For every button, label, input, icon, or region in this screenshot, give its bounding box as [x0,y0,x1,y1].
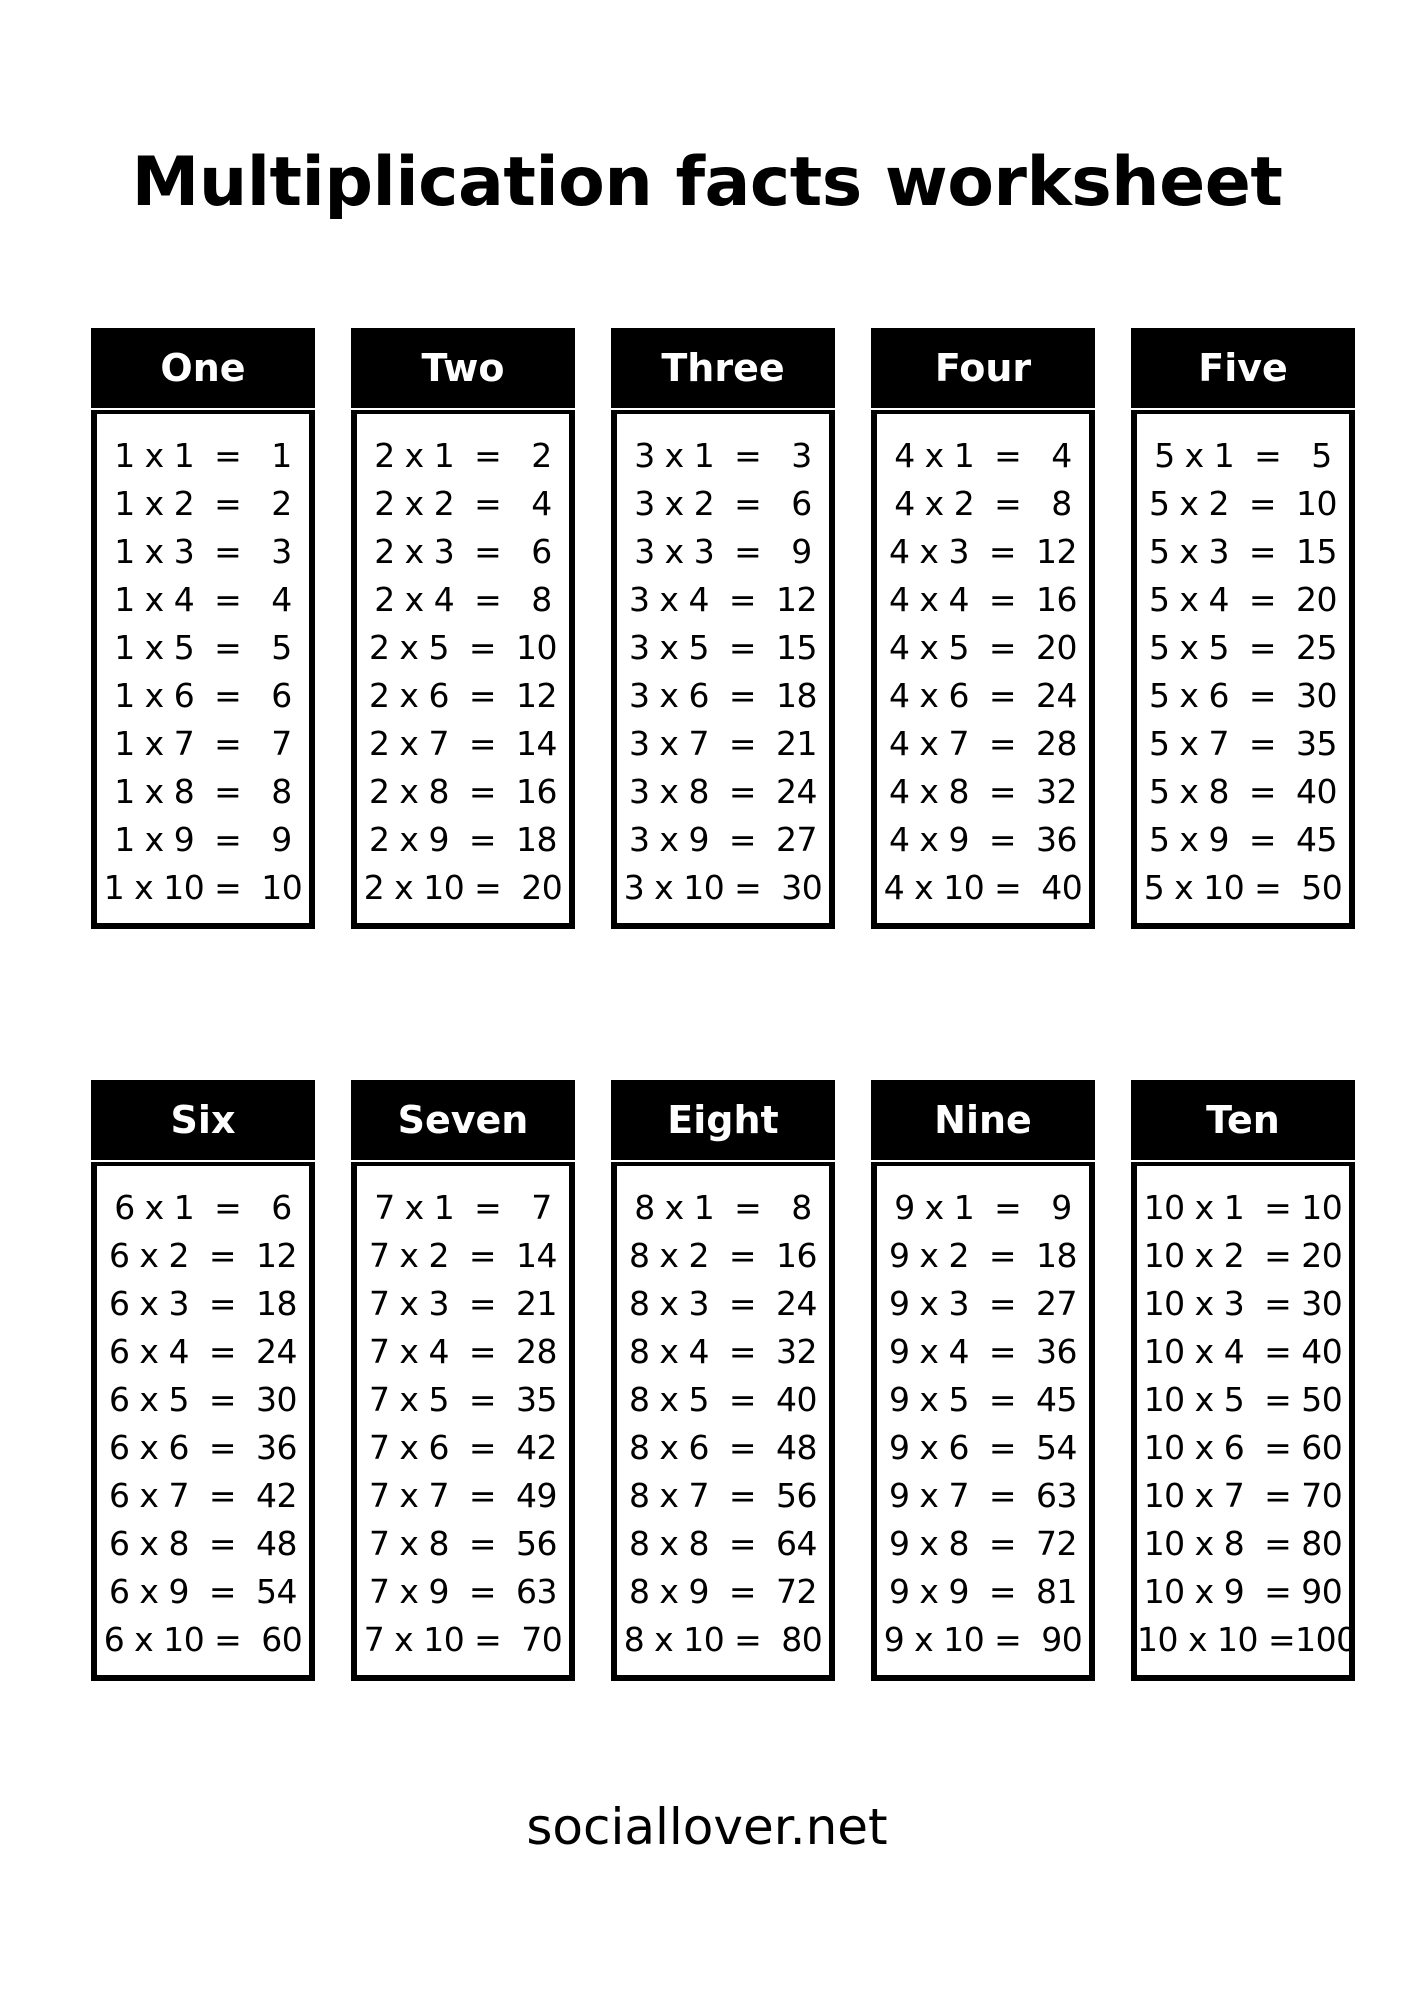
table-header: Ten [1131,1080,1355,1162]
table-body [611,1162,835,1681]
times-table-one [91,328,315,929]
fact-row: 1 x 6 = 6 [114,676,292,715]
fact-row: 1 x 10 = 10 [103,868,303,907]
fact-row: 9 x 10 = 90 [883,1620,1083,1659]
fact-row: 8 x 3 = 24 [628,1284,818,1323]
fact-row: 4 x 9 = 36 [888,820,1078,859]
times-table-ten [1131,1080,1355,1681]
fact-row: 3 x 7 = 21 [628,724,818,763]
fact-row: 8 x 8 = 64 [628,1524,818,1563]
fact-row: 8 x 10 = 80 [623,1620,823,1659]
fact-row: 3 x 3 = 9 [634,532,812,571]
fact-row: 1 x 8 = 8 [114,772,292,811]
fact-row: 1 x 5 = 5 [114,628,292,667]
fact-row: 9 x 7 = 63 [888,1476,1078,1515]
fact-row: 5 x 8 = 40 [1148,772,1338,811]
table-header: Seven [351,1080,575,1162]
fact-row: 6 x 6 = 36 [108,1428,298,1467]
fact-row: 10 x 2 = 20 [1143,1236,1343,1275]
fact-row: 5 x 9 = 45 [1148,820,1338,859]
fact-row: 7 x 2 = 14 [368,1236,558,1275]
fact-row: 7 x 4 = 28 [368,1332,558,1371]
fact-row: 2 x 1 = 2 [374,436,552,475]
fact-row: 10 x 1 = 10 [1143,1188,1343,1227]
times-table-four [871,328,1095,929]
fact-row: 5 x 4 = 20 [1148,580,1338,619]
fact-row: 8 x 9 = 72 [628,1572,818,1611]
fact-row: 7 x 10 = 70 [363,1620,563,1659]
fact-row: 5 x 6 = 30 [1148,676,1338,715]
fact-row: 6 x 10 = 60 [103,1620,303,1659]
fact-row: 6 x 8 = 48 [108,1524,298,1563]
table-header: Three [611,328,835,410]
fact-row: 9 x 3 = 27 [888,1284,1078,1323]
fact-row: 10 x 7 = 70 [1143,1476,1343,1515]
fact-row: 2 x 8 = 16 [368,772,558,811]
fact-row: 6 x 9 = 54 [108,1572,298,1611]
fact-row: 2 x 2 = 4 [374,484,552,523]
fact-row: 1 x 2 = 2 [114,484,292,523]
fact-row: 8 x 1 = 8 [634,1188,812,1227]
table-header: Two [351,328,575,410]
fact-row: 10 x 8 = 80 [1143,1524,1343,1563]
fact-row: 3 x 6 = 18 [628,676,818,715]
fact-row: 4 x 4 = 16 [888,580,1078,619]
fact-row: 6 x 3 = 18 [108,1284,298,1323]
table-body [351,1162,575,1681]
fact-row: 9 x 5 = 45 [888,1380,1078,1419]
fact-row: 7 x 5 = 35 [368,1380,558,1419]
fact-row: 4 x 8 = 32 [888,772,1078,811]
fact-row: 10 x 10 =100 [1137,1620,1357,1659]
fact-row: 5 x 3 = 15 [1148,532,1338,571]
table-body [611,410,835,929]
fact-row: 4 x 1 = 4 [894,436,1072,475]
table-header: One [91,328,315,410]
fact-row: 10 x 4 = 40 [1143,1332,1343,1371]
fact-row: 7 x 3 = 21 [368,1284,558,1323]
fact-row: 1 x 9 = 9 [114,820,292,859]
times-table-three [611,328,835,929]
fact-row: 9 x 2 = 18 [888,1236,1078,1275]
fact-row: 4 x 7 = 28 [888,724,1078,763]
fact-row: 1 x 1 = 1 [114,436,292,475]
fact-row: 2 x 10 = 20 [363,868,563,907]
fact-row: 8 x 6 = 48 [628,1428,818,1467]
times-table-nine [871,1080,1095,1681]
table-body [871,410,1095,929]
times-table-five [1131,328,1355,929]
fact-row: 3 x 5 = 15 [628,628,818,667]
table-header: Eight [611,1080,835,1162]
fact-row: 2 x 4 = 8 [374,580,552,619]
footer-site-name: sociallover.net [526,1798,888,1856]
fact-row: 6 x 4 = 24 [108,1332,298,1371]
fact-row: 1 x 4 = 4 [114,580,292,619]
table-header: Nine [871,1080,1095,1162]
table-header: Six [91,1080,315,1162]
fact-row: 7 x 6 = 42 [368,1428,558,1467]
fact-row: 1 x 7 = 7 [114,724,292,763]
table-body [91,1162,315,1681]
times-table-eight [611,1080,835,1681]
fact-row: 5 x 5 = 25 [1148,628,1338,667]
fact-row: 5 x 10 = 50 [1143,868,1343,907]
times-table-two [351,328,575,929]
fact-row: 8 x 7 = 56 [628,1476,818,1515]
fact-row: 3 x 8 = 24 [628,772,818,811]
fact-row: 8 x 4 = 32 [628,1332,818,1371]
fact-row: 5 x 1 = 5 [1154,436,1332,475]
fact-row: 9 x 9 = 81 [888,1572,1078,1611]
fact-row: 8 x 2 = 16 [628,1236,818,1275]
fact-row: 3 x 10 = 30 [623,868,823,907]
fact-row: 6 x 1 = 6 [114,1188,292,1227]
fact-row: 5 x 2 = 10 [1148,484,1338,523]
times-table-seven [351,1080,575,1681]
table-body [91,410,315,929]
fact-row: 9 x 4 = 36 [888,1332,1078,1371]
fact-row: 2 x 6 = 12 [368,676,558,715]
fact-row: 9 x 8 = 72 [888,1524,1078,1563]
fact-row: 2 x 5 = 10 [368,628,558,667]
fact-row: 7 x 7 = 49 [368,1476,558,1515]
fact-row: 5 x 7 = 35 [1148,724,1338,763]
table-header: Four [871,328,1095,410]
table-header: Five [1131,328,1355,410]
fact-row: 2 x 7 = 14 [368,724,558,763]
tables-grid [91,328,1355,1681]
fact-row: 9 x 1 = 9 [894,1188,1072,1227]
fact-row: 1 x 3 = 3 [114,532,292,571]
fact-row: 9 x 6 = 54 [888,1428,1078,1467]
fact-row: 6 x 5 = 30 [108,1380,298,1419]
fact-row: 4 x 10 = 40 [883,868,1083,907]
table-body [1131,1162,1355,1681]
fact-row: 4 x 2 = 8 [894,484,1072,523]
times-table-six [91,1080,315,1681]
fact-row: 6 x 2 = 12 [108,1236,298,1275]
fact-row: 4 x 5 = 20 [888,628,1078,667]
table-body [1131,410,1355,929]
fact-row: 7 x 1 = 7 [374,1188,552,1227]
fact-row: 6 x 7 = 42 [108,1476,298,1515]
fact-row: 2 x 3 = 6 [374,532,552,571]
fact-row: 3 x 4 = 12 [628,580,818,619]
fact-row: 3 x 9 = 27 [628,820,818,859]
table-body [351,410,575,929]
fact-row: 10 x 9 = 90 [1143,1572,1343,1611]
fact-row: 4 x 3 = 12 [888,532,1078,571]
fact-row: 2 x 9 = 18 [368,820,558,859]
fact-row: 7 x 8 = 56 [368,1524,558,1563]
fact-row: 7 x 9 = 63 [368,1572,558,1611]
fact-row: 3 x 2 = 6 [634,484,812,523]
fact-row: 10 x 6 = 60 [1143,1428,1343,1467]
fact-row: 8 x 5 = 40 [628,1380,818,1419]
page-title: Multiplication facts worksheet [131,143,1283,222]
fact-row: 10 x 3 = 30 [1143,1284,1343,1323]
fact-row: 4 x 6 = 24 [888,676,1078,715]
table-body [871,1162,1095,1681]
fact-row: 10 x 5 = 50 [1143,1380,1343,1419]
fact-row: 3 x 1 = 3 [634,436,812,475]
